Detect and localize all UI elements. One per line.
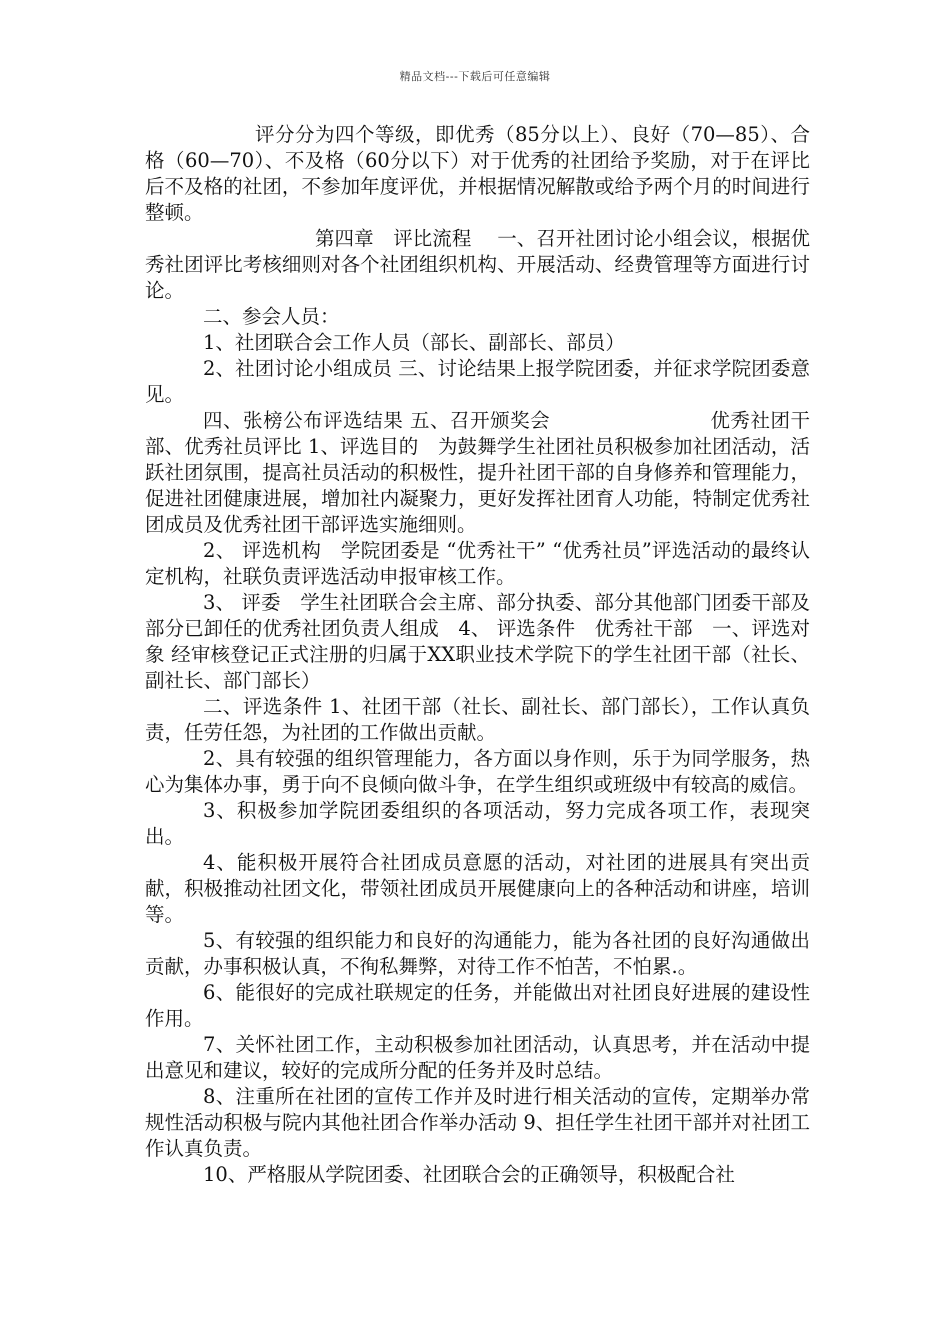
paragraph: 四、张榜公布评选结果 五、召开颁奖会 优秀社团干部、优秀社员评比 1、评选目的 为鼓舞学生社团社员积极参加社团活动，活跃社团氛围，提高社员活动的积极性，提升社团干部的自身修养和管理能力，促进社团健康进展，增加社内凝聚力，更好发挥社团育人功能，特制定优秀社团成员及优秀社团干部评选实施细则。	[145, 409, 810, 536]
paragraph: 二、参会人员：	[203, 305, 340, 328]
paragraph: 3、 评委 学生社团联合会主席、部分执委、部分其他部门团委干部及部分已卸任的优秀社团负责人组成 4、 评选条件 优秀社干部 一、评选对象 经审核登记正式注册的归属于XX职业技术学院下的学生社团干部（社长、副社长、部门部长）	[145, 591, 810, 692]
paragraph: 二、评选条件 1、社团干部（社长、副社长、部门部长），工作认真负责，任劳任怨，为社团的工作做出贡献。	[145, 695, 810, 744]
paragraph: 5、有较强的组织能力和良好的沟通能力，能为各社团的良好沟通做出贡献，办事积极认真，不徇私舞弊，对待工作不怕苦，不怕累.。	[145, 929, 810, 978]
document-body	[145, 122, 810, 1188]
page-header: 精品文档---下载后可任意编辑	[399, 70, 551, 83]
paragraph: 8、注重所在社团的宣传工作并及时进行相关活动的宣传，定期举办常规性活动积极与院内其他社团合作举办活动 9、担任学生社团干部并对社团工作认真负责。	[145, 1085, 810, 1160]
paragraph: 2、具有较强的组织管理能力，各方面以身作则，乐于为同学服务，热心为集体办事，勇于向不良倾向做斗争，在学生组织或班级中有较高的威信。	[145, 747, 810, 796]
paragraph: 2、 评选机构 学院团委是 “优秀社干” “优秀社员”评选活动的最终认定机构，社联负责评选活动申报审核工作。	[145, 539, 810, 588]
paragraph: 4、能积极开展符合社团成员意愿的活动，对社团的进展具有突出贡献，积极推动社团文化，带领社团成员开展健康向上的各种活动和讲座，培训等。	[145, 851, 810, 926]
paragraph: 第四章 评比流程 一、召开社团讨论小组会议，根据优秀社团评比考核细则对各个社团组织机构、开展活动、经费管理等方面进行讨论。	[145, 227, 810, 302]
paragraph: 1、社团联合会工作人员（部长、副部长、部员）	[203, 331, 625, 354]
paragraph: 6、能很好的完成社联规定的任务，并能做出对社团良好进展的建设性作用。	[145, 981, 810, 1030]
paragraph: 3、积极参加学院团委组织的各项活动，努力完成各项工作，表现突出。	[145, 799, 810, 848]
paragraph: 评分分为四个等级，即优秀（85分以上）、良好（70—85）、合格（60—70）、不及格（60分以下）对于优秀的社团给予奖励，对于在评比后不及格的社团，不参加年度评优，并根据情况解散或给予两个月的时间进行整顿。	[145, 123, 810, 224]
paragraph: 10、严格服从学院团委、社团联合会的正确领导，积极配合社	[203, 1163, 735, 1186]
paragraph: 7、关怀社团工作，主动积极参加社团活动，认真思考，并在活动中提出意见和建议，较好的完成所分配的任务并及时总结。	[145, 1033, 810, 1082]
paragraph: 2、社团讨论小组成员 三、讨论结果上报学院团委，并征求学院团委意见。	[145, 357, 810, 406]
